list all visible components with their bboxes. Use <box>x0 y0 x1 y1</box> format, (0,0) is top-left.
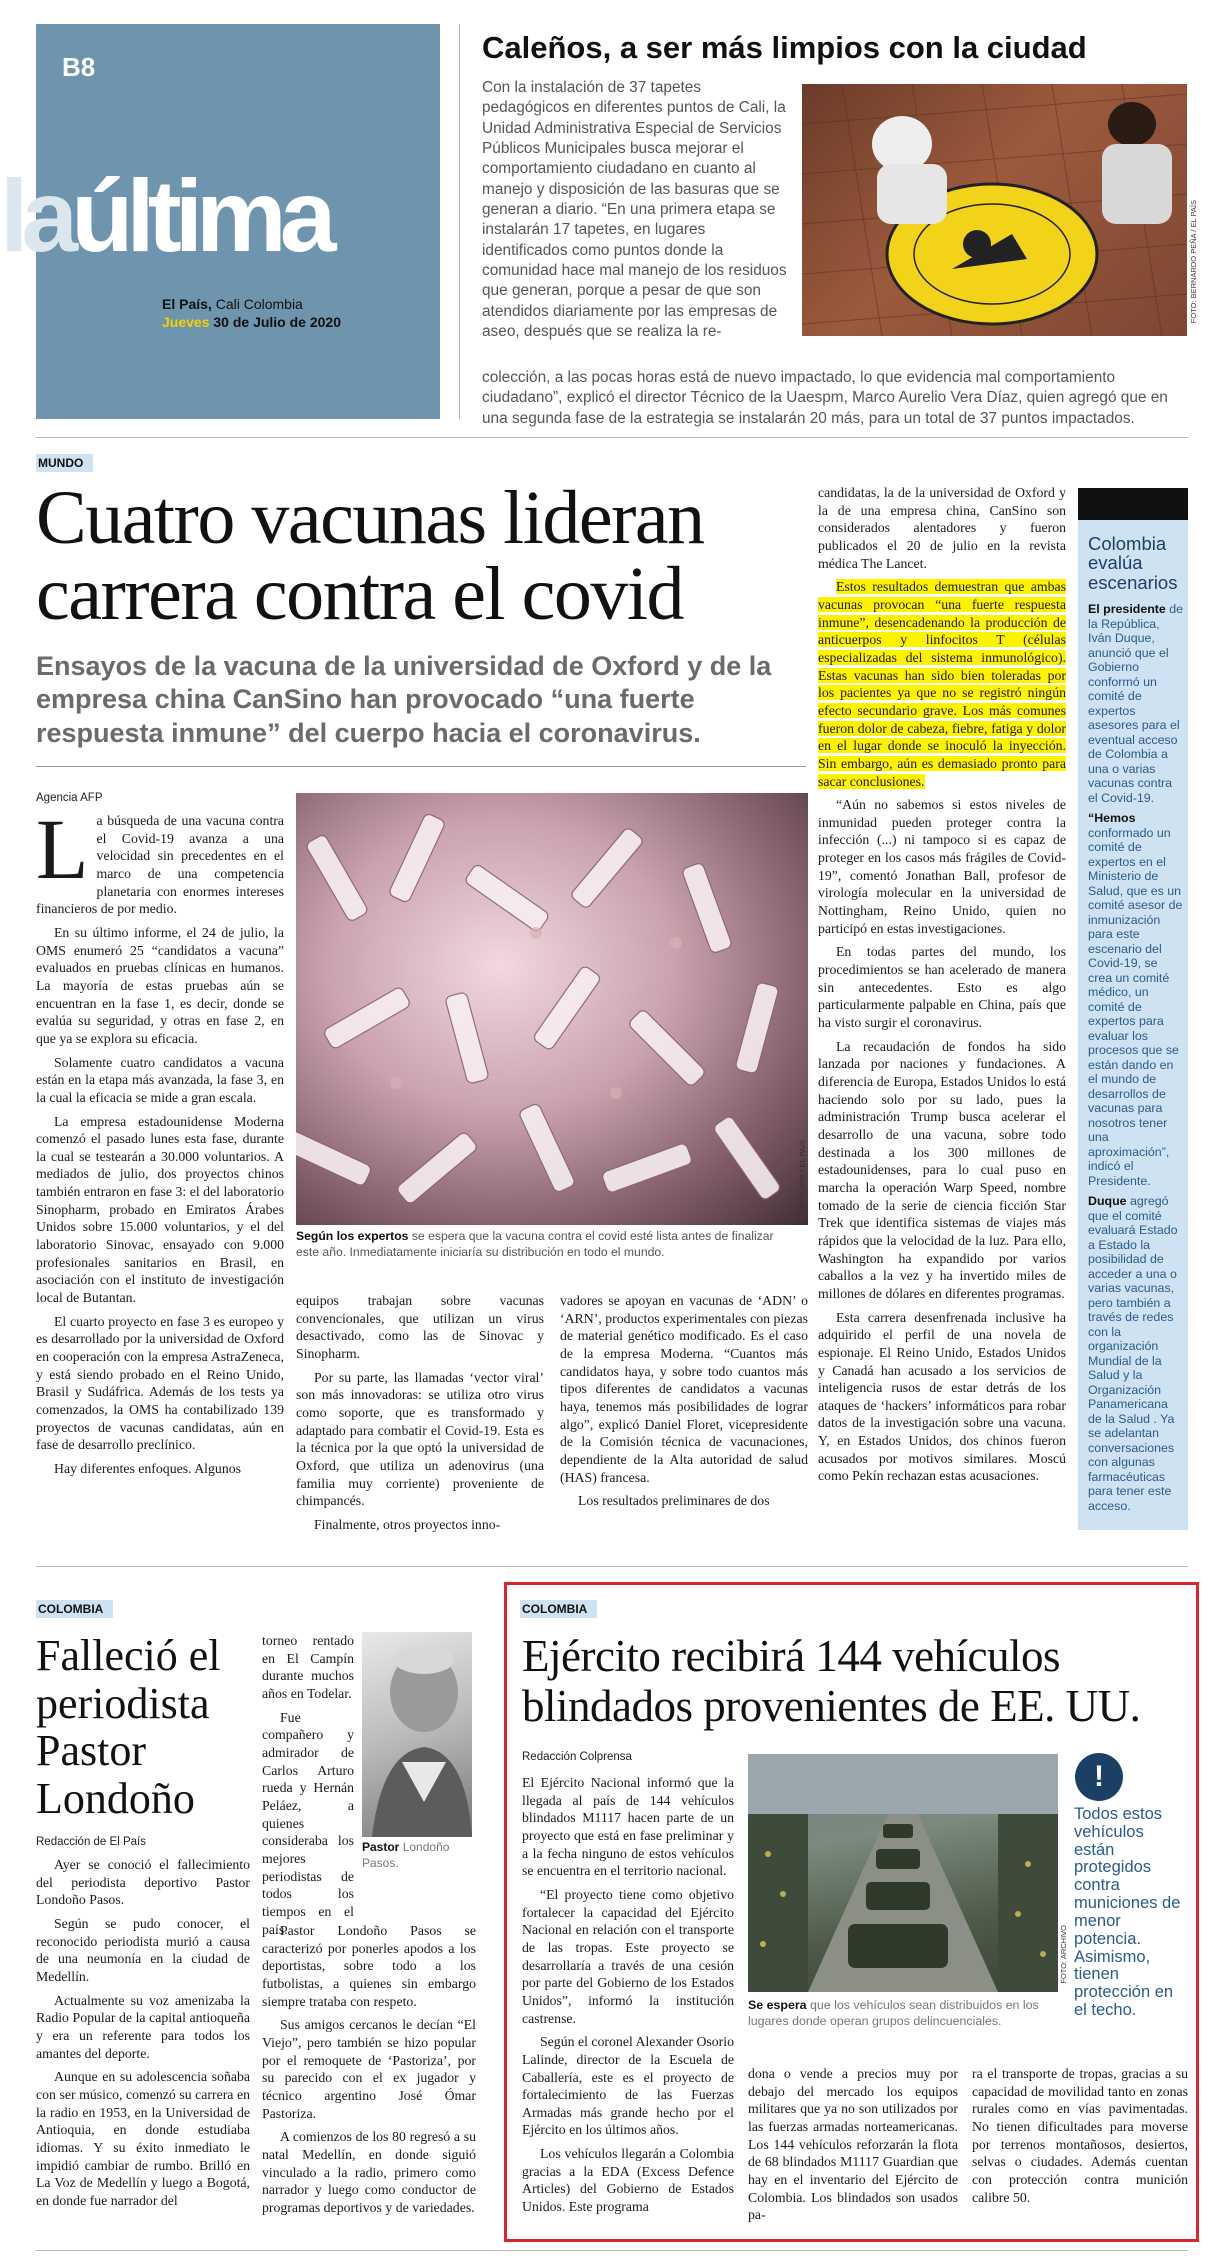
main-column-1 <box>36 801 284 1484</box>
main-col2-p1: Por su parte, las llamadas ‘vector viral’ son más innovadoras: se utiliza otro virus como soporte, que es transformado y adaptado para combatir el Covid-19. Esta es la técnica por la que optó la universidad de Oxford, que utiliza un adenovirus (una familia muy corriente) proveniente de chimpancés. <box>296 1369 544 1509</box>
main-col1-p4: El cuarto proyecto en fase 3 es europeo y es desarrollado por la universidad de Oxford en cooperación con la empresa AstraZeneca, y está siendo probado en el Reino Unido, Brasil y Sudáfrica. Además de los tests ya comenzados, la OMS ha contabilizado 139 proyectos de vacunas candidatas, aún en fase de desarrollo preclínico. <box>36 1313 284 1453</box>
highlighted-passage: Estos resultados demuestran que ambas vacunas provocan “una fuerte respuesta inmune”, desencadenando la producción de anticuerpos y linfocitos T (células especializadas del sistema inmunológico). Estas vacunas han sido bien toleradas por los pacientes ya que no se registró ningún efecto secundario grave. Los más comunes fueron dolor de cabeza, fiebre, fatiga y dolor en el lugar donde se inoculó la inyección. Sin embargo, aún es demasiado pronto para sacar conclusiones. <box>818 579 1066 789</box>
left-headline: Falleció el periodista Pastor Londoño <box>36 1631 221 1823</box>
armored-vehicles-photo <box>748 1754 1058 1992</box>
portrait-caption <box>362 1840 472 1871</box>
right-caption-text: que los vehículos sean distribuidos en los lugares donde operan grupos delincuenciales. <box>748 1998 1039 2029</box>
right-column-2 <box>748 2065 958 2230</box>
section-logo-rest: última <box>71 159 330 273</box>
left-col1-p1: Según se pudo conocer, el reconocido periodista murió a causa de una neumonía en la ciudad de Medellín. <box>36 1915 250 1984</box>
main-column-3 <box>560 1292 808 1516</box>
sidebar-p3-lead: Duque <box>1088 1194 1127 1208</box>
right-column-3 <box>972 2065 1188 2212</box>
drop-cap: L <box>36 801 89 897</box>
left-col1-p0: Ayer se conoció el fallecimiento del periodista deportivo Pastor Londoño Pasos. <box>36 1857 250 1908</box>
left-col1-p2: Actualmente su voz amenizaba la Radio Popular de la capital antioqueña y era un referente para todos los amantes del deporte. <box>36 1992 250 2061</box>
main-col4-intro: candidatas, la de la universidad de Oxford y la de una empresa china, CanSino son considerados alentadores y fueron publicados el 20 de julio en la revista médica The Lancet. <box>818 485 1066 571</box>
vials-illustration <box>296 793 808 1225</box>
sidebar-top-bar <box>1078 488 1188 520</box>
publication-name: El País, <box>162 296 212 312</box>
left-kicker: COLOMBIA <box>36 1600 113 1618</box>
main-col4-p1: En todas partes del mundo, los procedimientos se han acelerado de manera sin antecedentes. Esto es algo particularmente palpable en China, país que ha visto surgir el coronavirus. <box>818 944 1066 1031</box>
page-number: B8 <box>62 52 96 82</box>
right-col3-p0: ra el transporte de tropas, gracias a su capacidad de movilidad tanto en zonas rurales como en vías pavimentadas. No tienen dificultades para moverse por terrenos montañosos, desiertos, selvas o ciudades. Además cuentan con protección contra munición calibre 50. <box>972 2066 1188 2205</box>
sidebar-p1-text: de la República, Iván Duque, anunció que el Gobierno conformó un comité de expertos asesores para el eventual acceso de Colombia a una o varias vacunas contra el Covid-19. <box>1088 602 1184 805</box>
left-col2-p0: Pastor Londoño Pasos se caracterizó por ponerles apodos a los deportistas, sobre todo a los futbolistas, a quienes sin embargo siempre trataba con respeto. <box>262 1923 476 2009</box>
main-col1-p3: La empresa estadounidense Moderna comenzó el pasado lunes esta fase, durante la cual se testearán a 30.000 voluntarios. A mediados de julio, dos proyectos chinos también entraron en fase 3: el del laboratorio Sinopharm, probado en Emiratos Árabes Unidos sobre 15.000 voluntarios, y el del laboratorio Sinovac, ensayado con 9.000 profesionales sanitarios en Brasil, en asociación con el instituto de investigación local de Butantan. <box>36 1113 284 1306</box>
main-col4-p2: La recaudación de fondos ha sido lanzada por naciones y fundaciones. A diferencia de Europa, Estados Unidos lo está haciendo solo por su lado, pues la administración Trump busca acelerar el desarrollo de una vacuna, sobre todo destinada a los 300 millones de estadounidenses, para lo cual puso en marcha la operación Warp Speed, nombre tomado de la serie de ciencia ficción Star Trek que identifica sistemas de viajes más rápidos que la velocidad de la luz. Para ello, Washington ha expandido por varios caballos a la vez y ha invertido miles de millones de dólares en diferentes programas. <box>818 1038 1066 1301</box>
main-col1-p2: Solamente cuatro candidatos a vacuna están en la etapa más avanzada, la fase 3, en la cual la eficacia se mide a gran escala. <box>36 1054 284 1105</box>
top-divider <box>459 24 460 419</box>
publication-dateline <box>162 296 341 331</box>
page-bottom-rule <box>36 2250 1188 2251</box>
left-col2-p2: A comienzos de los 80 regresó a su natal Medellín, en donde siguió vinculado a la radio, primero como narrador y luego como conductor de programas deportivos y de variedades. <box>262 2129 476 2215</box>
right-column-1 <box>522 1774 734 2222</box>
left-byline: Redacción de El País <box>36 1836 146 1848</box>
main-kicker: MUNDO <box>36 454 93 472</box>
left-col2-narrow-p0: torneo rentado en El Campín durante muchos años en Todelar. <box>262 1633 354 1701</box>
top-story-photo <box>802 84 1187 336</box>
sidebar-p1-lead: El presidente <box>1088 602 1166 616</box>
section-rule <box>36 437 1188 438</box>
right-headline: Ejército recibirá 144 vehículos blindados provenientes de EE. UU. <box>522 1631 1141 1731</box>
main-col2-p0: equipos trabajan sobre vacunas convencionales, que utilizan un virus desactivado, como las de Sinovac y Sinopharm. <box>296 1293 544 1361</box>
sidebar-text <box>1088 602 1184 1519</box>
main-col1-p0: a búsqueda de una vacuna contra el Covid-19 avanza a una velocidad sin precedentes en el marco de una competencia planetaria con enormes intereses financieros de por medio. <box>36 813 284 917</box>
right-photo-caption <box>748 1997 1060 2029</box>
sidebar-p2 <box>1088 811 1184 1188</box>
right-side-note: Todos estos vehículos están protegidos contra municiones de menor potencia. Asimismo, tienen protección en el techo. <box>1074 1805 1181 2019</box>
main-col2-p2: Finalmente, otros proyectos inno- <box>314 1516 501 1532</box>
main-caption-lead: Según los expertos <box>296 1229 409 1243</box>
main-col4-highlight-p <box>818 578 1066 790</box>
main-col1-p1: En su último informe, el 24 de julio, la OMS enumeró 25 “candidatos a vacuna” evaluados en pruebas clínicas en humanos. La mayoría de estas pruebas aún se encuentran en la fase 1, es decir, donde se evalúa su seguridad, y otras en fase 2, en que ya se explora su eficacia. <box>36 924 284 1046</box>
sidebar-p3-text: agregó que el comité evaluará Estado a Estado la posibilidad de acceder a una o varias vacunas, pero también a través de redes con la organización Mundial de la Salud y la Organización Panamericana de la Salud . Ya se adelantan conversaciones con algunas farmacéuticas para tener este acceso. <box>1088 1194 1178 1513</box>
left-column-1 <box>36 1856 250 2215</box>
parade-illustration <box>748 1754 1058 1992</box>
main-byline: Agencia AFP <box>36 792 103 804</box>
left-column-2 <box>262 1922 476 2223</box>
publication-day: Jueves <box>162 313 210 330</box>
main-column-2 <box>296 1292 544 1540</box>
main-caption-text: se espera que la vacuna contra el covid esté lista antes de finalizar este año. Inmediatamente iniciaría su distribución en todo el mundo. <box>296 1229 774 1259</box>
section-rule-bottom <box>36 1566 1188 1567</box>
portrait-photo <box>362 1632 472 1837</box>
left-col2-p1: Sus amigos cercanos le decían “El Viejo”, pero también se hizo popular por el remoquete de ‘Pastoriza’, por su parecido con el ex jugador y técnico argentino José Ómar Pastoriza. <box>262 2017 476 2121</box>
main-col3-p1: Los resultados preliminares de dos <box>578 1493 770 1509</box>
main-headline: Cuatro vacunas lideran carrera contra el covid <box>36 476 704 636</box>
right-col1-p3: Los vehículos llegarán a Colombia gracias a la EDA (Excess Defence Articles) del Gobierno de Estados Unidos. Este programa <box>522 2146 734 2215</box>
portrait-illustration <box>362 1632 472 1837</box>
street-mat-illustration <box>802 84 1187 336</box>
vaccine-vials-photo <box>296 793 808 1225</box>
main-col1-p5: Hay diferentes enfoques. Algunos <box>54 1460 241 1476</box>
top-story-headline: Caleños, a ser más limpios con la ciudad <box>482 30 1087 65</box>
right-col1-p0: El Ejército Nacional informó que la llegada al país de 144 vehículos blindados M1117 hacen parte de un proyecto que está en fase preliminar y a la fecha ninguno de estos vehículos se encuentra en el territorio nacional. <box>522 1775 734 1879</box>
top-story-text: Con la instalación de 37 tapetes pedagógicos en diferentes puntos de Cali, la Unidad Administrativa Especial de Servicios Públicos Municipales busca mejorar el comportamiento ciudadano en cuanto al manejo y disposición de las basuras que se generan a diario. “En una primera etapa se instalarán 17 tapetes, en lugares identificados como puntos donde la comunidad hace mal manejo de los residuos que generan, porque a pesar de que son atendidos diariamente por las empresas de aseo, después que se realiza la re- <box>482 79 787 340</box>
portrait-caption-lead: Pastor <box>362 1840 400 1854</box>
sidebar-title: Colombia evalúa escenarios <box>1088 533 1178 593</box>
top-story-text-continued: colección, a las pocas horas está de nuevo impactado, lo que evidencia mal comportamiento ciudadano”, explicó el director Técnico de la Uaespm, Marco Aurelio Vera Díaz, quien agregó que en una segunda fase de la estrategia se instalarán 20 más, para un total de 37 puntos impactados. <box>482 369 1168 427</box>
main-photo-credit: FOTO: AFP / EL PAÍS <box>798 1140 807 1213</box>
right-col2-p0: dona o vende a precios muy por debajo del mercado los equipos militares que ya no son utilizados por las fuerzas armadas norteamericanas. Los 144 vehículos reforzarán la flota de 68 blindados M1117 Guardian que hay en el inventario del Ejército de Colombia. Los blindados son usados pa- <box>748 2066 958 2223</box>
portrait-caption-text: Londoño Pasos. <box>362 1840 450 1870</box>
main-col4-p0: “Aún no sabemos si estos niveles de inmunidad pueden proteger contra la infección (...) ni tampoco si es capaz de proteger en los casos más frágiles de Covid-19”, comentó Jonathan Ball, profesor de virología molecular en la universidad de Nottingham, Reino Unido, quien no participó en estas investigaciones. <box>818 797 1066 936</box>
sidebar-p2-text: conformado un comité de expertos en el Ministerio de Salud, que es un comité asesor de inmunización para este escenario del Covid-19, se crea un comité médico, un comité de expertos para evaluar los procesos que se están dando en el mundo de desarrollos de vacunas para nosotros tener una aproximación”, indicó el Presidente. <box>1088 825 1183 1188</box>
sidebar-p1 <box>1088 602 1184 805</box>
main-deck: Ensayos de la vacuna de la universidad de Oxford y de la empresa china CanSino han provocado “una fuerte respuesta inmune” del cuerpo hacia el coronavirus. <box>36 651 772 748</box>
sidebar-p3 <box>1088 1194 1184 1513</box>
right-col1-p2: Según el coronel Alexander Osorio Lalinde, director de la Escuela de Caballería, este es el proyecto de fortalecimiento de las Fuerzas Armadas más grande hecho por el Ejército en los últimos años. <box>522 2034 734 2138</box>
sidebar-p2-lead: “Hemos <box>1088 811 1136 825</box>
main-col4-p3: Esta carrera desenfrenada inclusive ha adquirido el perfil de una novela de espionaje. El Reino Unido, Estados Unidos y Canadá han acusado a los servicios de inteligencia rusos de estar detrás de los ataques de ‘hackers’ informáticos para robar datos de la investigación sobre una vacuna. Y, en Estados Unidos, dos chinos fueron acusados por motivos similares. Moscú como Pekín rechazan estas acusaciones. <box>818 1309 1066 1484</box>
right-photo-credit: FOTO: ARCHIVO <box>1059 1925 1068 1984</box>
publication-date: 30 de Julio de 2020 <box>213 313 341 330</box>
right-byline: Redacción Colprensa <box>522 1751 632 1763</box>
main-column-4 <box>818 484 1066 1491</box>
alert-icon: ! <box>1075 1753 1123 1801</box>
publication-city: Cali Colombia <box>215 296 303 312</box>
top-photo-credit: FOTO: BERNARDO PEÑA / EL PAÍS <box>1189 200 1198 324</box>
left-column-2-narrow <box>262 1632 354 1944</box>
main-col1-first-paragraph <box>36 801 284 918</box>
right-col1-p1: “El proyecto tiene como objetivo fortalecer la capacidad del Ejército Nacional en relación con el transporte de las tropas. Este proyecto se desarrollaría a través de una cesión por parte del Gobierno de los Estados Unidos”, informó la institución castrense. <box>522 1886 734 2026</box>
section-logo-la: la <box>0 159 72 273</box>
main-col3-p0: vadores se apoyan en vacunas de ‘ADN’ o ‘ARN’, productos experimentales con piezas de material genético modificado. Es el caso de la empresa Moderna. “Cuantos más candidatos haya, y sobre todo cuantos más tipos diferentes de candidatos a vacunas haya, tenemos más posibilidades de lograr algo”, explicó Daniel Floret, vicepresidente de la Comisión técnica de vacunaciones, dependiente de la Alta autoridad de salud (HAS) francesa. <box>560 1293 808 1485</box>
section-logo <box>0 159 330 273</box>
right-kicker: COLOMBIA <box>520 1600 597 1618</box>
right-caption-lead: Se espera <box>748 1998 807 2012</box>
left-col1-p3: Aunque en su adolescencia soñaba con ser músico, comenzó su carrera en la radio en 1953, en la Universidad de Antioquia, en donde estudiaba idiomas. Y su éxito inmediato le impidió cambiar de rumbo. Brilló en La Voz de Medellín y luego a Bogotá, en donde fue narrador del <box>36 2069 250 2208</box>
left-col2-narrow-p1: Fue compañero y admirador de Carlos Arturo rueda y Hernán Peláez, a quienes consideraba los mejores periodistas de todos los tiempos en el país. <box>262 1709 354 1937</box>
deck-rule <box>36 766 806 767</box>
main-photo-caption <box>296 1229 796 1261</box>
